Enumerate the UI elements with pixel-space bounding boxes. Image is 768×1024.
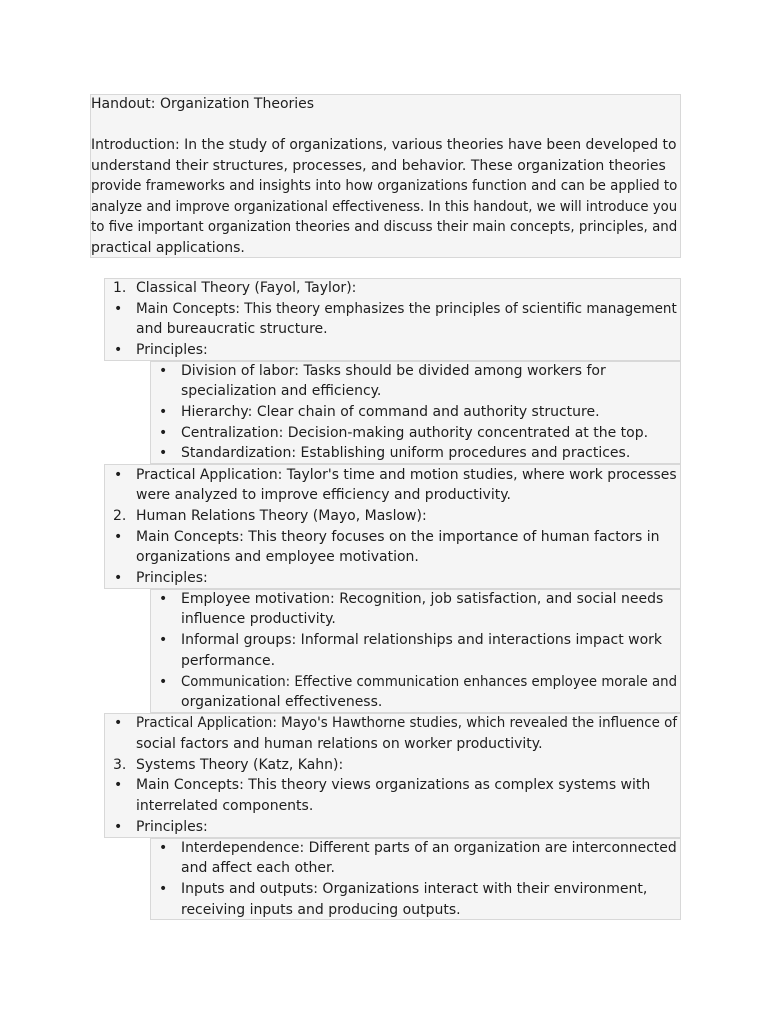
theory-heading: Classical Theory (Fayol, Taylor):	[136, 280, 357, 296]
principles-label: Principles:	[136, 342, 208, 358]
theory-heading: Human Relations Theory (Mayo, Maslow):	[136, 508, 427, 524]
principle-text: Hierarchy: Clear chain of command and authority structure.	[181, 404, 600, 420]
principle-text: Centralization: Decision-making authority concentrated at the top.	[181, 425, 649, 441]
list-number: 1.	[113, 280, 127, 296]
bullet-marker: •	[114, 715, 123, 731]
principle-text: performance.	[181, 653, 276, 669]
principles-label: Principles:	[136, 819, 208, 835]
main-concepts-text: and bureaucratic structure.	[136, 321, 328, 337]
bullet-marker: •	[159, 840, 168, 856]
principle-text: specialization and efficiency.	[181, 383, 382, 399]
principle-text: Inputs and outputs: Organizations interact with their environment,	[181, 881, 648, 897]
bullet-marker: •	[114, 467, 123, 483]
main-concepts-text: Main Concepts: This theory views organizations as complex systems with	[136, 777, 651, 793]
bullet-marker: •	[159, 591, 168, 607]
principles-label: Principles:	[136, 570, 208, 586]
principle-text: Employee motivation: Recognition, job satisfaction, and social needs	[181, 591, 664, 607]
practical-application-text: social factors and human relations on worker productivity.	[136, 736, 543, 752]
main-concepts-text: Main Concepts: This theory focuses on the importance of human factors in	[136, 529, 660, 545]
bullet-marker: •	[159, 881, 168, 897]
bullet-marker: •	[114, 819, 123, 835]
bullet-marker: •	[159, 425, 168, 441]
principle-text: Informal groups: Informal relationships and interactions impact work	[181, 632, 663, 648]
practical-application-text: Practical Application: Taylor's time and motion studies, where work processes	[136, 467, 677, 483]
principle-text: influence productivity.	[181, 611, 336, 627]
practical-application-text: Practical Application: Mayo's Hawthorne studies, which revealed the influence of	[136, 715, 678, 731]
intro-line: understand their structures, processes, and behavior. These organization theories	[91, 158, 666, 174]
principle-text: organizational effectiveness.	[181, 694, 383, 710]
main-concepts-text: Main Concepts: This theory emphasizes the principles of scientific management	[136, 301, 677, 317]
intro-line: analyze and improve organizational effectiveness. In this handout, we will introduce you	[91, 199, 678, 215]
bullet-marker: •	[114, 342, 123, 358]
bullet-marker: •	[159, 363, 168, 379]
principle-text: receiving inputs and producing outputs.	[181, 902, 461, 918]
principle-text: Division of labor: Tasks should be divided among workers for	[181, 363, 606, 379]
list-number: 2.	[113, 508, 127, 524]
intro-line: provide frameworks and insights into how organizations function and can be applied to	[91, 178, 678, 194]
bullet-marker: •	[114, 529, 123, 545]
theory-heading: Systems Theory (Katz, Kahn):	[136, 757, 344, 773]
bullet-marker: •	[159, 632, 168, 648]
principle-text: Communication: Effective communication enhances employee morale and	[181, 674, 678, 690]
principle-text: Standardization: Establishing uniform procedures and practices.	[181, 445, 631, 461]
intro-line: Introduction: In the study of organizations, various theories have been developed to	[91, 137, 677, 153]
main-concepts-text: organizations and employee motivation.	[136, 549, 419, 565]
intro-line: to five important organization theories and discuss their main concepts, principles, and	[91, 219, 678, 235]
bullet-marker: •	[159, 674, 168, 690]
bullet-marker: •	[159, 404, 168, 420]
document-title: Handout: Organization Theories	[91, 96, 315, 112]
bullet-marker: •	[114, 777, 123, 793]
principle-text: and affect each other.	[181, 860, 335, 876]
principle-text: Interdependence: Different parts of an organization are interconnected	[181, 840, 677, 856]
list-number: 3.	[113, 757, 127, 773]
practical-application-text: were analyzed to improve efficiency and productivity.	[136, 487, 511, 503]
main-concepts-text: interrelated components.	[136, 798, 314, 814]
bullet-marker: •	[114, 570, 123, 586]
intro-line: practical applications.	[91, 240, 245, 256]
bullet-marker: •	[159, 445, 168, 461]
bullet-marker: •	[114, 301, 123, 317]
